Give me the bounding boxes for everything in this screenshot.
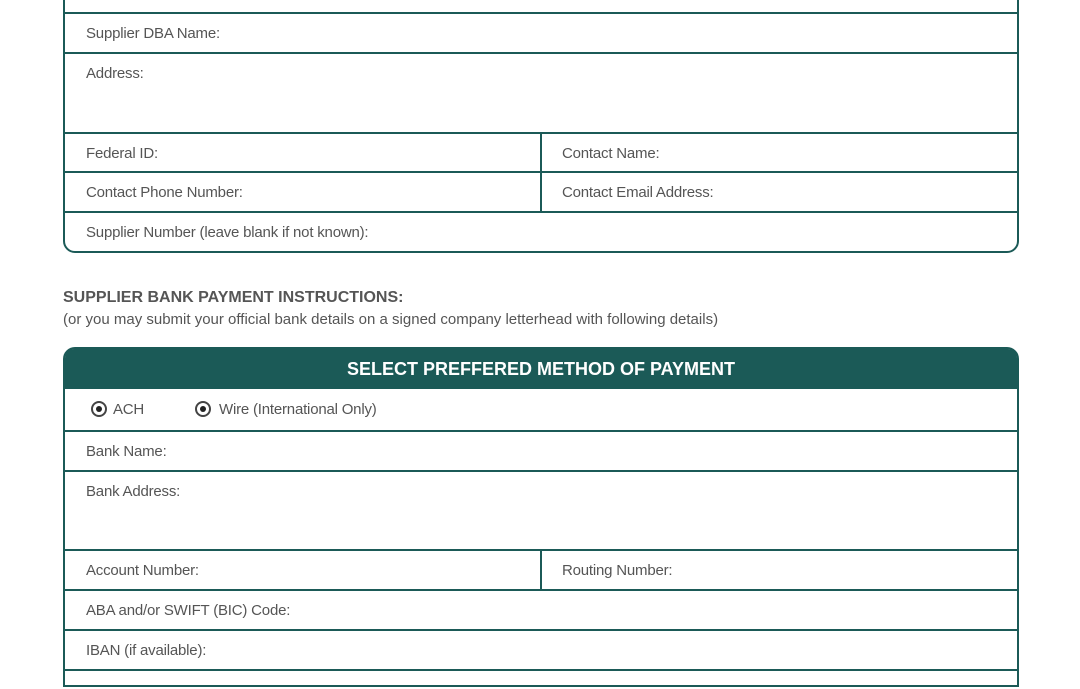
- column-divider: [540, 551, 542, 589]
- federal-contact-row: [65, 132, 1017, 172]
- aba-swift-label: ABA and/or SWIFT (BIC) Code:: [86, 602, 291, 619]
- account-number-label: Account Number:: [86, 562, 199, 579]
- contact-phone-label: Contact Phone Number:: [86, 184, 243, 201]
- column-divider: [540, 173, 542, 211]
- contact-name-label: Contact Name:: [562, 145, 660, 162]
- payment-method-box: [63, 347, 1019, 687]
- ach-option-label[interactable]: ACH: [113, 401, 145, 418]
- payment-options-row: [65, 389, 1017, 430]
- bank-name-label: Bank Name:: [86, 443, 167, 460]
- dba-name-label: Supplier DBA Name:: [86, 25, 220, 42]
- address-label: Address:: [86, 65, 144, 82]
- phone-email-row: [65, 171, 1017, 211]
- contact-email-label: Contact Email Address:: [562, 184, 714, 201]
- iban-row[interactable]: [65, 629, 1017, 669]
- ach-radio[interactable]: [91, 401, 107, 417]
- aba-swift-row[interactable]: [65, 589, 1017, 629]
- bank-address-label: Bank Address:: [86, 483, 181, 500]
- bank-section-title: SUPPLIER BANK PAYMENT INSTRUCTIONS:: [63, 289, 404, 306]
- supplier-info-box: [63, 0, 1019, 253]
- column-divider: [540, 134, 542, 172]
- bank-name-row[interactable]: [65, 430, 1017, 470]
- federal-id-label: Federal ID:: [86, 145, 158, 162]
- address-row[interactable]: [65, 52, 1017, 132]
- iban-label: IBAN (if available):: [86, 642, 207, 659]
- wire-radio[interactable]: [195, 401, 211, 417]
- supplier-number-row[interactable]: [65, 211, 1017, 251]
- routing-number-label: Routing Number:: [562, 562, 673, 579]
- wire-option-label[interactable]: Wire (International Only): [219, 401, 377, 418]
- bank-address-row[interactable]: [65, 470, 1017, 550]
- dba-name-row[interactable]: [65, 12, 1017, 52]
- account-routing-row: [65, 549, 1017, 589]
- bank-section-subtitle: (or you may submit your official bank details on a signed company letterhead with following details): [63, 311, 719, 328]
- payment-method-header: SELECT PREFFERED METHOD OF PAYMENT: [65, 349, 1017, 389]
- supplier-number-label: Supplier Number (leave blank if not known):: [86, 224, 369, 241]
- next-row: [65, 669, 1017, 689]
